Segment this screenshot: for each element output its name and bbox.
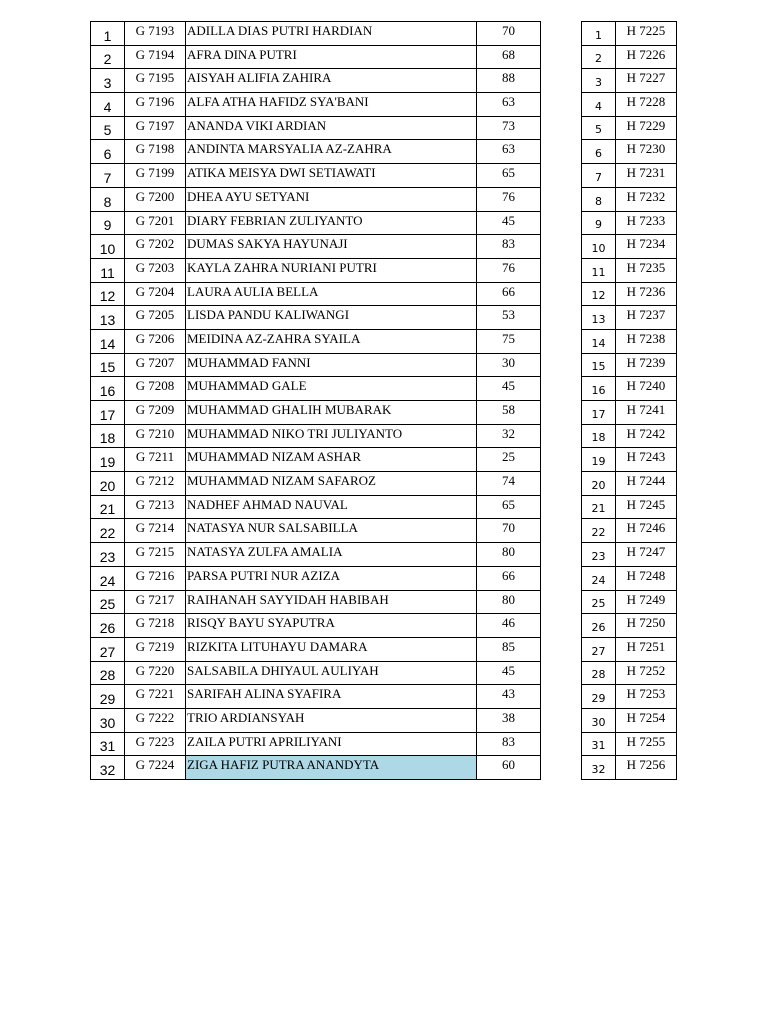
code-value: H 7229 — [616, 116, 677, 140]
table-row — [91, 661, 541, 685]
student-code: G 7209 — [125, 401, 186, 425]
student-score: 38 — [477, 708, 541, 732]
row-number: 24 — [582, 566, 616, 590]
code-value: H 7227 — [616, 69, 677, 93]
student-score: 74 — [477, 472, 541, 496]
code-value: H 7256 — [616, 756, 677, 780]
student-name: DHEA AYU SETYANI — [186, 187, 477, 211]
row-number: 30 — [582, 708, 616, 732]
student-code: G 7196 — [125, 93, 186, 117]
table-row — [582, 45, 677, 69]
table-row — [582, 519, 677, 543]
table-row — [582, 424, 677, 448]
student-name: ZIGA HAFIZ PUTRA ANANDYTA — [186, 756, 477, 780]
student-score: 85 — [477, 637, 541, 661]
student-name: SALSABILA DHIYAUL AULIYAH — [186, 661, 477, 685]
table-row — [91, 187, 541, 211]
student-score: 43 — [477, 685, 541, 709]
row-number: 5 — [582, 116, 616, 140]
code-value: H 7235 — [616, 258, 677, 282]
table-row — [91, 93, 541, 117]
table-row — [582, 187, 677, 211]
student-name: LAURA AULIA BELLA — [186, 282, 477, 306]
code-value: H 7251 — [616, 637, 677, 661]
student-code: G 7203 — [125, 258, 186, 282]
student-code: G 7207 — [125, 353, 186, 377]
student-score: 53 — [477, 306, 541, 330]
row-number: 27 — [91, 637, 125, 661]
table-row — [91, 732, 541, 756]
row-number: 26 — [91, 614, 125, 638]
student-name: NATASYA NUR SALSABILLA — [186, 519, 477, 543]
student-name: TRIO ARDIANSYAH — [186, 708, 477, 732]
table-row — [582, 258, 677, 282]
student-score: 68 — [477, 45, 541, 69]
student-score: 80 — [477, 590, 541, 614]
table-row — [582, 377, 677, 401]
student-name: MUHAMMAD GALE — [186, 377, 477, 401]
student-code: G 7218 — [125, 614, 186, 638]
row-number: 25 — [91, 590, 125, 614]
row-number: 13 — [91, 306, 125, 330]
student-score: 65 — [477, 495, 541, 519]
student-score: 75 — [477, 329, 541, 353]
table-row — [582, 495, 677, 519]
code-value: H 7243 — [616, 448, 677, 472]
student-score: 65 — [477, 164, 541, 188]
table-row — [582, 140, 677, 164]
table-row — [582, 69, 677, 93]
student-code: G 7223 — [125, 732, 186, 756]
code-value: H 7252 — [616, 661, 677, 685]
student-name: AISYAH ALIFIA ZAHIRA — [186, 69, 477, 93]
table-row — [582, 93, 677, 117]
table-row — [582, 708, 677, 732]
table-row — [91, 401, 541, 425]
code-value: H 7247 — [616, 543, 677, 567]
code-list-table-body — [582, 22, 677, 780]
student-name: DIARY FEBRIAN ZULIYANTO — [186, 211, 477, 235]
student-score: 30 — [477, 353, 541, 377]
student-code: G 7195 — [125, 69, 186, 93]
table-row — [91, 69, 541, 93]
table-row — [582, 329, 677, 353]
student-score-table — [90, 21, 541, 780]
code-value: H 7249 — [616, 590, 677, 614]
code-value: H 7253 — [616, 685, 677, 709]
student-score: 66 — [477, 282, 541, 306]
student-code: G 7212 — [125, 472, 186, 496]
table-row — [582, 637, 677, 661]
table-row — [91, 377, 541, 401]
student-name: MUHAMMAD FANNI — [186, 353, 477, 377]
table-row — [91, 306, 541, 330]
student-code: G 7201 — [125, 211, 186, 235]
table-row — [582, 306, 677, 330]
student-code: G 7206 — [125, 329, 186, 353]
table-row — [91, 448, 541, 472]
table-row — [91, 258, 541, 282]
row-number: 8 — [91, 187, 125, 211]
row-number: 24 — [91, 566, 125, 590]
student-name: DUMAS SAKYA HAYUNAJI — [186, 235, 477, 259]
table-row — [582, 685, 677, 709]
table-row — [91, 22, 541, 46]
table-row — [91, 708, 541, 732]
student-score: 70 — [477, 519, 541, 543]
table-row — [582, 614, 677, 638]
table-row — [91, 472, 541, 496]
table-row — [582, 472, 677, 496]
student-score: 66 — [477, 566, 541, 590]
code-value: H 7237 — [616, 306, 677, 330]
student-code: G 7197 — [125, 116, 186, 140]
row-number: 29 — [91, 685, 125, 709]
row-number: 19 — [582, 448, 616, 472]
student-code: G 7200 — [125, 187, 186, 211]
student-score: 83 — [477, 235, 541, 259]
row-number: 2 — [91, 45, 125, 69]
row-number: 5 — [91, 116, 125, 140]
row-number: 3 — [582, 69, 616, 93]
table-row — [582, 590, 677, 614]
row-number: 20 — [91, 472, 125, 496]
student-name: ZAILA PUTRI APRILIYANI — [186, 732, 477, 756]
row-number: 16 — [91, 377, 125, 401]
row-number: 28 — [582, 661, 616, 685]
table-row — [91, 282, 541, 306]
student-code: G 7220 — [125, 661, 186, 685]
student-score: 63 — [477, 140, 541, 164]
student-code: G 7202 — [125, 235, 186, 259]
code-value: H 7240 — [616, 377, 677, 401]
row-number: 10 — [582, 235, 616, 259]
student-name: ANANDA VIKI ARDIAN — [186, 116, 477, 140]
student-name: AFRA DINA PUTRI — [186, 45, 477, 69]
table-row — [91, 164, 541, 188]
table-row — [582, 282, 677, 306]
code-value: H 7236 — [616, 282, 677, 306]
code-value: H 7233 — [616, 211, 677, 235]
table-row — [91, 495, 541, 519]
student-score: 70 — [477, 22, 541, 46]
student-code: G 7216 — [125, 566, 186, 590]
student-name: NADHEF AHMAD NAUVAL — [186, 495, 477, 519]
table-row — [91, 140, 541, 164]
row-number: 32 — [91, 756, 125, 780]
code-value: H 7226 — [616, 45, 677, 69]
row-number: 15 — [91, 353, 125, 377]
row-number: 9 — [582, 211, 616, 235]
table-row — [582, 164, 677, 188]
row-number: 6 — [582, 140, 616, 164]
row-number: 12 — [91, 282, 125, 306]
code-value: H 7244 — [616, 472, 677, 496]
student-name: MUHAMMAD GHALIH MUBARAK — [186, 401, 477, 425]
code-value: H 7231 — [616, 164, 677, 188]
student-name: MUHAMMAD NIKO TRI JULIYANTO — [186, 424, 477, 448]
student-name: NATASYA ZULFA AMALIA — [186, 543, 477, 567]
code-value: H 7241 — [616, 401, 677, 425]
table-row — [91, 590, 541, 614]
row-number: 26 — [582, 614, 616, 638]
row-number: 32 — [582, 756, 616, 780]
table-row — [91, 235, 541, 259]
student-name: RIZKITA LITUHAYU DAMARA — [186, 637, 477, 661]
student-name: SARIFAH ALINA SYAFIRA — [186, 685, 477, 709]
code-value: H 7242 — [616, 424, 677, 448]
table-row — [582, 353, 677, 377]
table-row — [91, 424, 541, 448]
table-row — [582, 211, 677, 235]
row-number: 17 — [582, 401, 616, 425]
row-number: 28 — [91, 661, 125, 685]
row-number: 16 — [582, 377, 616, 401]
table-row — [91, 116, 541, 140]
row-number: 11 — [91, 258, 125, 282]
table-row — [582, 22, 677, 46]
row-number: 3 — [91, 69, 125, 93]
table-row — [91, 685, 541, 709]
table-row — [582, 661, 677, 685]
student-name: PARSA PUTRI NUR AZIZA — [186, 566, 477, 590]
student-code: G 7198 — [125, 140, 186, 164]
row-number: 22 — [91, 519, 125, 543]
student-name: KAYLA ZAHRA NURIANI PUTRI — [186, 258, 477, 282]
table-row — [91, 353, 541, 377]
student-score: 32 — [477, 424, 541, 448]
row-number: 9 — [91, 211, 125, 235]
table-row — [91, 637, 541, 661]
student-name: RISQY BAYU SYAPUTRA — [186, 614, 477, 638]
row-number: 22 — [582, 519, 616, 543]
student-code: G 7222 — [125, 708, 186, 732]
student-code: G 7210 — [125, 424, 186, 448]
row-number: 15 — [582, 353, 616, 377]
table-row — [91, 543, 541, 567]
row-number: 11 — [582, 258, 616, 282]
table-row — [91, 45, 541, 69]
row-number: 30 — [91, 708, 125, 732]
code-list-table — [581, 21, 677, 780]
code-value: H 7225 — [616, 22, 677, 46]
row-number: 20 — [582, 472, 616, 496]
table-row — [582, 756, 677, 780]
student-code: G 7211 — [125, 448, 186, 472]
student-code: G 7215 — [125, 543, 186, 567]
code-value: H 7228 — [616, 93, 677, 117]
student-score: 63 — [477, 93, 541, 117]
student-code: G 7214 — [125, 519, 186, 543]
student-code: G 7219 — [125, 637, 186, 661]
student-score: 25 — [477, 448, 541, 472]
table-row — [582, 235, 677, 259]
table-row — [91, 566, 541, 590]
row-number: 25 — [582, 590, 616, 614]
student-name: ADILLA DIAS PUTRI HARDIAN — [186, 22, 477, 46]
row-number: 14 — [91, 329, 125, 353]
student-name: MUHAMMAD NIZAM SAFAROZ — [186, 472, 477, 496]
code-value: H 7234 — [616, 235, 677, 259]
student-code: G 7205 — [125, 306, 186, 330]
student-name: ALFA ATHA HAFIDZ SYA'BANI — [186, 93, 477, 117]
row-number: 17 — [91, 401, 125, 425]
student-name: ANDINTA MARSYALIA AZ-ZAHRA — [186, 140, 477, 164]
code-value: H 7245 — [616, 495, 677, 519]
student-score: 76 — [477, 187, 541, 211]
code-value: H 7232 — [616, 187, 677, 211]
code-value: H 7239 — [616, 353, 677, 377]
student-code: G 7193 — [125, 22, 186, 46]
student-score: 83 — [477, 732, 541, 756]
row-number: 12 — [582, 282, 616, 306]
student-code: G 7199 — [125, 164, 186, 188]
row-number: 29 — [582, 685, 616, 709]
student-name: RAIHANAH SAYYIDAH HABIBAH — [186, 590, 477, 614]
row-number: 6 — [91, 140, 125, 164]
student-score: 45 — [477, 377, 541, 401]
row-number: 18 — [582, 424, 616, 448]
table-row — [91, 519, 541, 543]
table-row — [91, 614, 541, 638]
table-row — [91, 211, 541, 235]
row-number: 18 — [91, 424, 125, 448]
row-number: 7 — [582, 164, 616, 188]
student-score: 46 — [477, 614, 541, 638]
table-row — [582, 543, 677, 567]
student-score-table-body — [91, 22, 541, 780]
student-code: G 7217 — [125, 590, 186, 614]
row-number: 23 — [582, 543, 616, 567]
code-value: H 7250 — [616, 614, 677, 638]
row-number: 27 — [582, 637, 616, 661]
table-row — [91, 329, 541, 353]
student-score: 58 — [477, 401, 541, 425]
student-name: ATIKA MEISYA DWI SETIAWATI — [186, 164, 477, 188]
row-number: 14 — [582, 329, 616, 353]
student-score: 73 — [477, 116, 541, 140]
row-number: 21 — [582, 495, 616, 519]
row-number: 10 — [91, 235, 125, 259]
table-row — [582, 401, 677, 425]
student-name: MEIDINA AZ-ZAHRA SYAILA — [186, 329, 477, 353]
student-code: G 7208 — [125, 377, 186, 401]
row-number: 23 — [91, 543, 125, 567]
code-value: H 7248 — [616, 566, 677, 590]
student-name: MUHAMMAD NIZAM ASHAR — [186, 448, 477, 472]
row-number: 21 — [91, 495, 125, 519]
code-value: H 7230 — [616, 140, 677, 164]
student-score: 45 — [477, 661, 541, 685]
student-code: G 7224 — [125, 756, 186, 780]
student-score: 80 — [477, 543, 541, 567]
row-number: 1 — [582, 22, 616, 46]
code-value: H 7238 — [616, 329, 677, 353]
row-number: 31 — [582, 732, 616, 756]
student-code: G 7204 — [125, 282, 186, 306]
row-number: 19 — [91, 448, 125, 472]
student-code: G 7221 — [125, 685, 186, 709]
table-row — [582, 448, 677, 472]
row-number: 31 — [91, 732, 125, 756]
row-number: 7 — [91, 164, 125, 188]
table-row — [91, 756, 541, 780]
row-number: 8 — [582, 187, 616, 211]
table-row — [582, 732, 677, 756]
student-code: G 7194 — [125, 45, 186, 69]
student-name: LISDA PANDU KALIWANGI — [186, 306, 477, 330]
row-number: 13 — [582, 306, 616, 330]
student-code: G 7213 — [125, 495, 186, 519]
table-row — [582, 566, 677, 590]
row-number: 2 — [582, 45, 616, 69]
student-score: 76 — [477, 258, 541, 282]
code-value: H 7246 — [616, 519, 677, 543]
student-score: 60 — [477, 756, 541, 780]
code-value: H 7254 — [616, 708, 677, 732]
row-number: 1 — [91, 22, 125, 46]
student-score: 45 — [477, 211, 541, 235]
row-number: 4 — [582, 93, 616, 117]
student-score: 88 — [477, 69, 541, 93]
code-value: H 7255 — [616, 732, 677, 756]
row-number: 4 — [91, 93, 125, 117]
table-row — [582, 116, 677, 140]
